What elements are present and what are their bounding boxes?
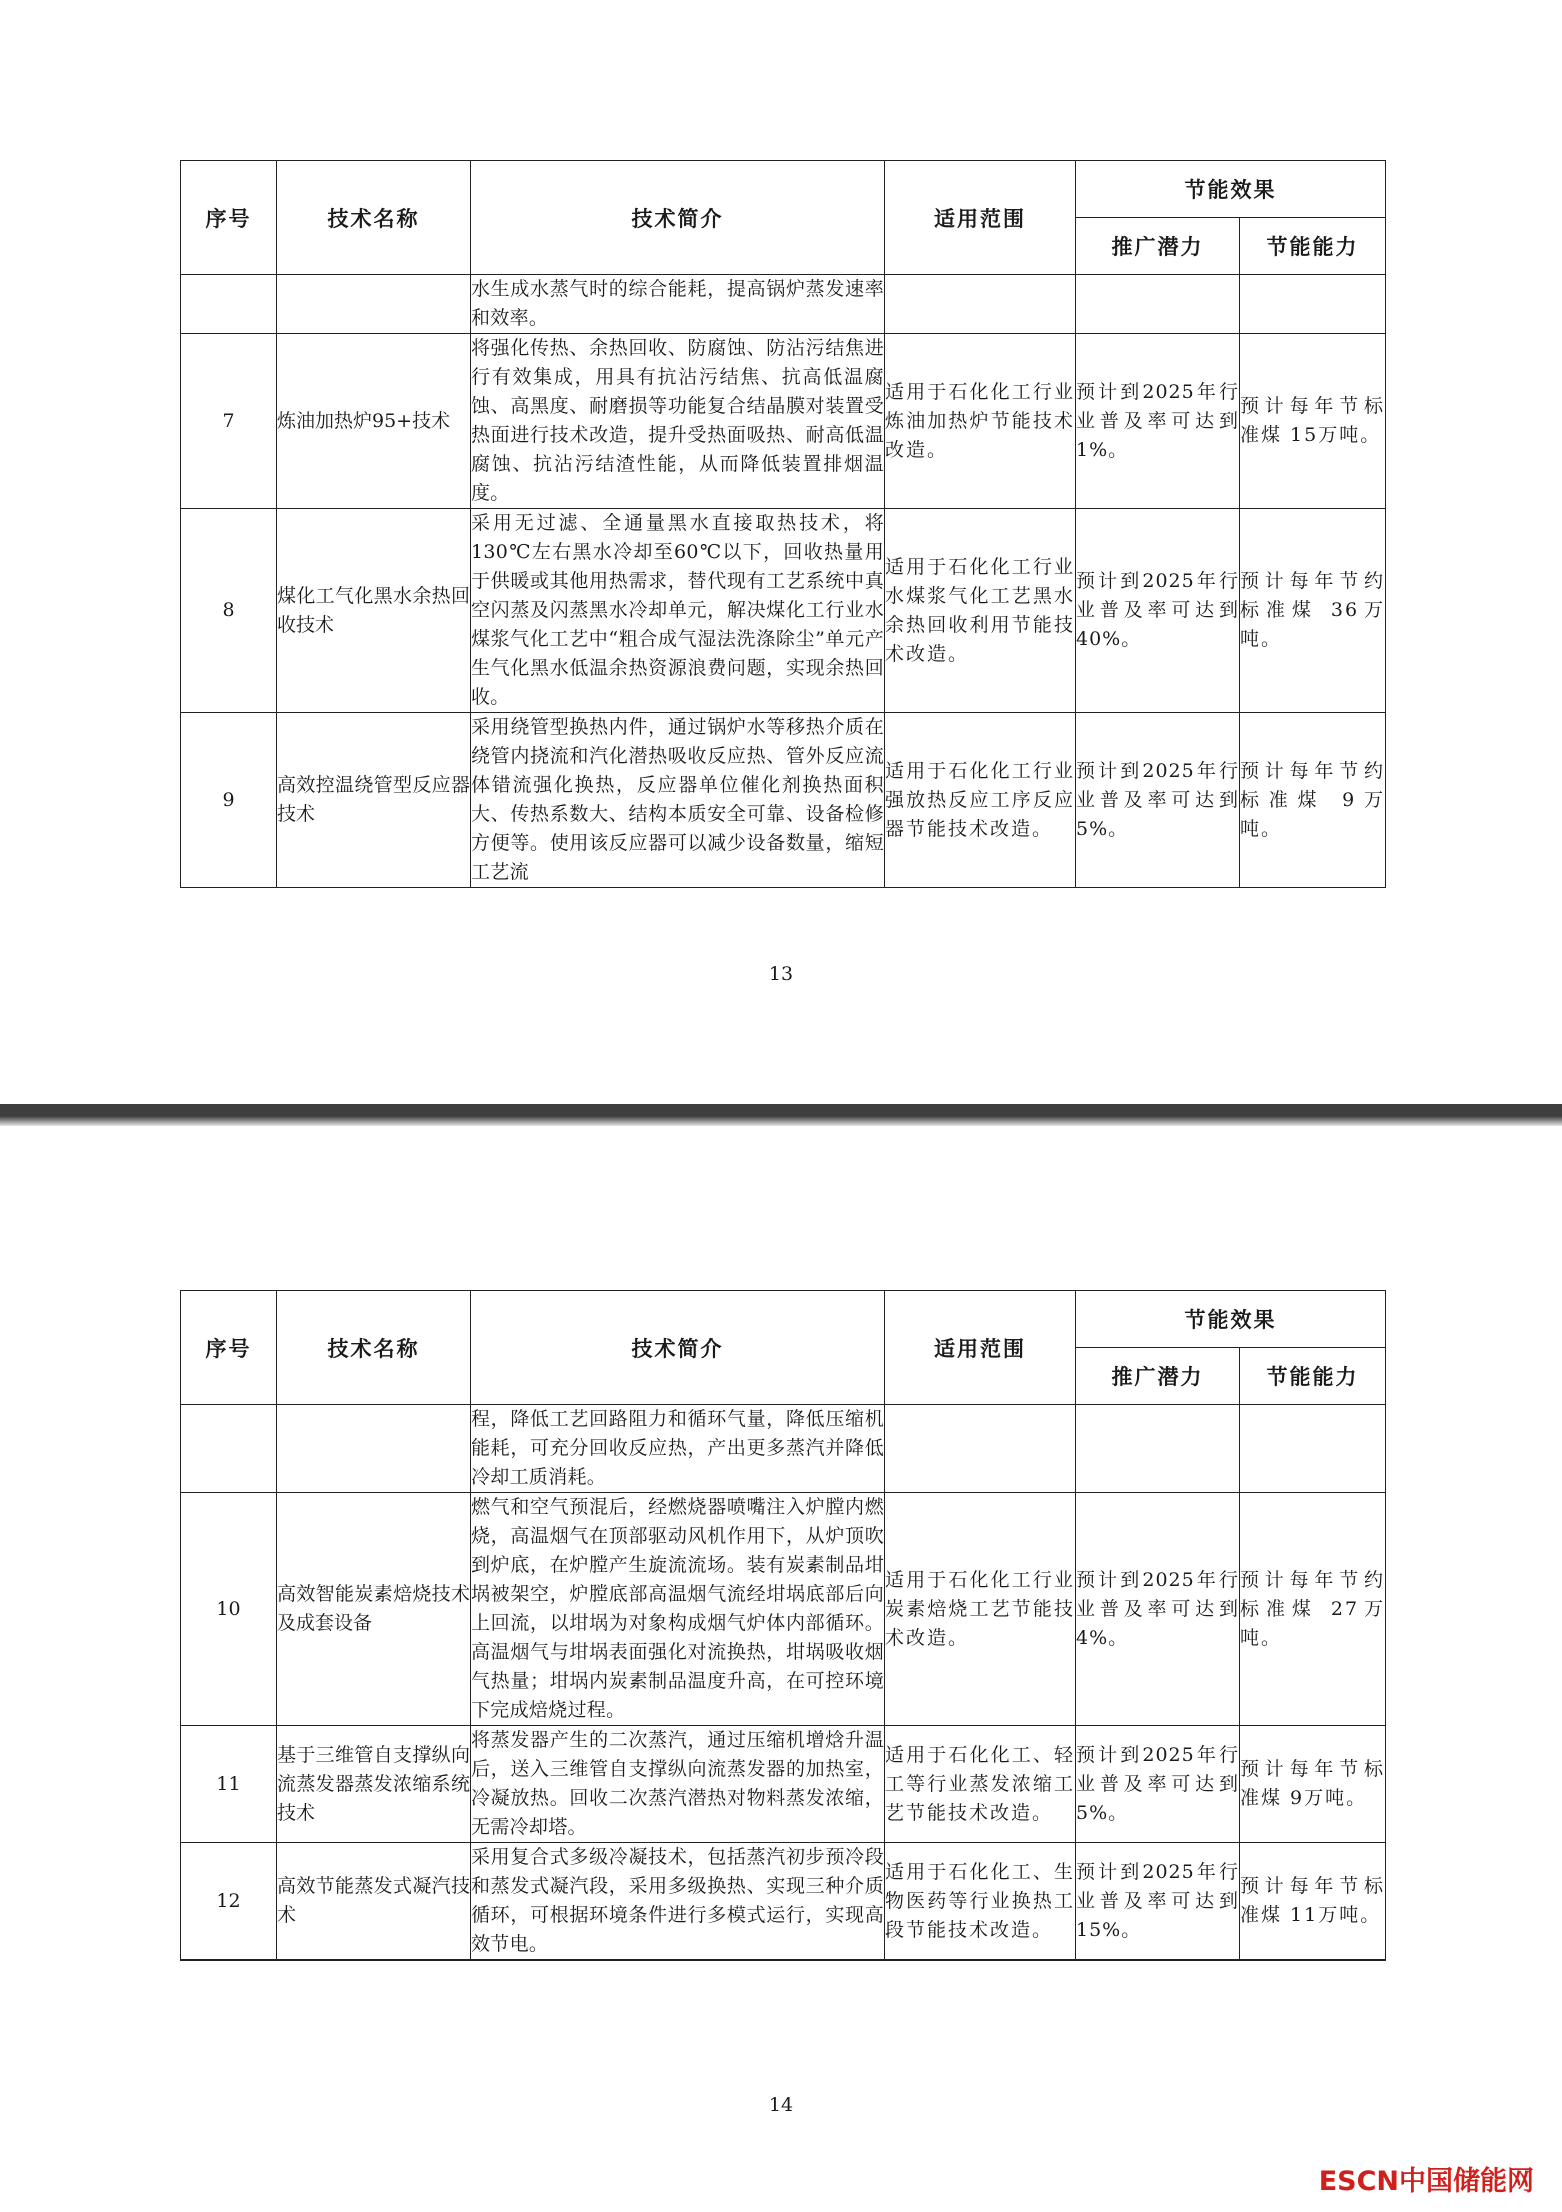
header-potential: 推广潜力 bbox=[1076, 1348, 1240, 1405]
cell-intro: 采用无过滤、全通量黑水直接取热技术，将130℃左右黑水冷却至60℃以下，回收热量用于供暖或其他用热需求，替代现有工艺系统中真空闪蒸及闪蒸黑水冷却单元，解决煤化工行业水煤浆气化工艺中“粗合成气湿法洗涤除尘”单元产生气化黑水低温余热资源浪费问题，实现余热回收。 bbox=[471, 509, 885, 713]
document-page-13 bbox=[0, 0, 1562, 1104]
header-intro: 技术简介 bbox=[471, 1291, 885, 1405]
table-row bbox=[181, 275, 1386, 334]
cell-potential: 预计到2025年行业普及率可达到40%。 bbox=[1076, 509, 1240, 713]
table-header-row bbox=[181, 1291, 1386, 1348]
cell-seq: 11 bbox=[181, 1726, 277, 1843]
header-capacity: 节能能力 bbox=[1240, 218, 1386, 275]
cell-intro: 将蒸发器产生的二次蒸汽，通过压缩机增焓升温后，送入三维管自支撑纵向流蒸发器的加热室，冷凝放热。回收二次蒸汽潜热对物料蒸发浓缩，无需冷却塔。 bbox=[471, 1726, 885, 1843]
document-page-14 bbox=[0, 1126, 1562, 2212]
cell-name: 煤化工气化黑水余热回收技术 bbox=[277, 509, 471, 713]
table-row bbox=[181, 1405, 1386, 1493]
table-header-row bbox=[181, 161, 1386, 218]
cell-name: 炼油加热炉95+技术 bbox=[277, 334, 471, 509]
cell-potential bbox=[1076, 1405, 1240, 1493]
header-name: 技术名称 bbox=[277, 161, 471, 275]
watermark-latin: ESCN bbox=[1318, 2166, 1399, 2197]
cell-scope: 适用于石化化工行业炼油加热炉节能技术改造。 bbox=[885, 334, 1076, 509]
table-row bbox=[181, 509, 1386, 713]
cell-potential: 预计到2025年行业普及率可达到15%。 bbox=[1076, 1843, 1240, 1960]
table-row bbox=[181, 1960, 1386, 1961]
header-seq: 序号 bbox=[181, 161, 277, 275]
cell-name: 高效节能蒸发式凝汽技术 bbox=[277, 1843, 471, 1960]
cell-capacity bbox=[1240, 275, 1386, 334]
table-row bbox=[181, 713, 1386, 888]
escn-watermark-logo bbox=[1319, 2159, 1534, 2198]
cell-capacity: 预计每年节约标准煤 9万吨。 bbox=[1240, 713, 1386, 888]
technology-table bbox=[180, 1290, 1386, 1961]
cell-scope: 适用于石化化工、轻工等行业蒸发浓缩工艺节能技术改造。 bbox=[885, 1726, 1076, 1843]
header-effect: 节能效果 bbox=[1076, 1291, 1386, 1348]
cell-seq: 10 bbox=[181, 1493, 277, 1726]
cell-scope bbox=[885, 1960, 1076, 1961]
header-potential: 推广潜力 bbox=[1076, 218, 1240, 275]
cell-capacity: 预计每年节标准煤 15万吨。 bbox=[1240, 334, 1386, 509]
cell-scope bbox=[885, 1405, 1076, 1493]
cell-potential: 预计到2025年行业普及率可达到5%。 bbox=[1076, 713, 1240, 888]
cell-potential: 预计到2025年行业普及率可达到5%。 bbox=[1076, 1726, 1240, 1843]
cell-capacity bbox=[1240, 1405, 1386, 1493]
cell-intro: 程，降低工艺回路阻力和循环气量，降低压缩机能耗，可充分回收反应热，产出更多蒸汽并降低冷却工质消耗。 bbox=[471, 1405, 885, 1493]
cell-seq: 9 bbox=[181, 713, 277, 888]
cell-name bbox=[277, 1960, 471, 1961]
cell-intro bbox=[471, 1960, 885, 1961]
cell-potential bbox=[1076, 275, 1240, 334]
cell-capacity: 预计每年节标准煤 11万吨。 bbox=[1240, 1843, 1386, 1960]
watermark-chinese: 中国储能网 bbox=[1399, 2166, 1534, 2197]
cell-name: 高效控温绕管型反应器技术 bbox=[277, 713, 471, 888]
header-name: 技术名称 bbox=[277, 1291, 471, 1405]
cell-seq: 7 bbox=[181, 334, 277, 509]
cell-name: 基于三维管自支撑纵向流蒸发器蒸发浓缩系统技术 bbox=[277, 1726, 471, 1843]
page-number: 14 bbox=[768, 2094, 794, 2116]
header-scope: 适用范围 bbox=[885, 161, 1076, 275]
cell-intro: 将强化传热、余热回收、防腐蚀、防沾污结焦进行有效集成，用具有抗沾污结焦、抗高低温腐蚀、高黑度、耐磨损等功能复合结晶膜对装置受热面进行技术改造，提升受热面吸热、耐高低温腐蚀、抗沾污结渣性能，从而降低装置排烟温度。 bbox=[471, 334, 885, 509]
cell-potential: 预计到2025年行业普及率可达到1%。 bbox=[1076, 334, 1240, 509]
cell-scope: 适用于石化化工行业强放热反应工序反应器节能技术改造。 bbox=[885, 713, 1076, 888]
cell-seq: 12 bbox=[181, 1843, 277, 1960]
header-seq: 序号 bbox=[181, 1291, 277, 1405]
cell-seq: 8 bbox=[181, 509, 277, 713]
header-capacity: 节能能力 bbox=[1240, 1348, 1386, 1405]
technology-table bbox=[180, 160, 1386, 888]
cell-seq bbox=[181, 1405, 277, 1493]
cell-scope: 适用于石化化工、生物医药等行业换热工段节能技术改造。 bbox=[885, 1843, 1076, 1960]
cell-intro: 采用绕管型换热内件，通过锅炉水等移热介质在绕管内挠流和汽化潜热吸收反应热、管外反应流体错流强化换热，反应器单位催化剂换热面积大、传热系数大、结构本质安全可靠、设备检修方便等。使用该反应器可以减少设备数量，缩短工艺流 bbox=[471, 713, 885, 888]
header-scope: 适用范围 bbox=[885, 1291, 1076, 1405]
page-number: 13 bbox=[768, 963, 794, 985]
page-separator bbox=[0, 1104, 1562, 1126]
cell-scope bbox=[885, 275, 1076, 334]
cell-seq bbox=[181, 275, 277, 334]
cell-capacity bbox=[1240, 1960, 1386, 1961]
cell-name bbox=[277, 1405, 471, 1493]
table-row bbox=[181, 1493, 1386, 1726]
cell-name: 高效智能炭素焙烧技术及成套设备 bbox=[277, 1493, 471, 1726]
table-row bbox=[181, 1843, 1386, 1960]
cell-seq bbox=[181, 1960, 277, 1961]
cell-scope: 适用于石化化工行业水煤浆气化工艺黑水余热回收利用节能技术改造。 bbox=[885, 509, 1076, 713]
cell-potential bbox=[1076, 1960, 1240, 1961]
table-row bbox=[181, 1726, 1386, 1843]
header-intro: 技术简介 bbox=[471, 161, 885, 275]
cell-capacity: 预计每年节约标准煤 36万吨。 bbox=[1240, 509, 1386, 713]
cell-name bbox=[277, 275, 471, 334]
table-row bbox=[181, 334, 1386, 509]
cell-scope: 适用于石化化工行业炭素焙烧工艺节能技术改造。 bbox=[885, 1493, 1076, 1726]
cell-intro: 采用复合式多级冷凝技术，包括蒸汽初步预冷段和蒸发式凝汽段，采用多级换热、实现三种介质循环，可根据环境条件进行多模式运行，实现高效节电。 bbox=[471, 1843, 885, 1960]
cell-intro: 燃气和空气预混后，经燃烧器喷嘴注入炉膛内燃烧，高温烟气在顶部驱动风机作用下，从炉顶吹到炉底，在炉膛产生旋流流场。装有炭素制品坩埚被架空，炉膛底部高温烟气流经坩埚底部后向上回流，以坩埚为对象构成烟气炉体内部循环。高温烟气与坩埚表面强化对流换热，坩埚吸收烟气热量；坩埚内炭素制品温度升高，在可控环境下完成焙烧过程。 bbox=[471, 1493, 885, 1726]
cell-capacity: 预计每年节约标准煤 27万吨。 bbox=[1240, 1493, 1386, 1726]
cell-capacity: 预计每年节标准煤 9万吨。 bbox=[1240, 1726, 1386, 1843]
cell-intro: 水生成水蒸气时的综合能耗，提高锅炉蒸发速率和效率。 bbox=[471, 275, 885, 334]
header-effect: 节能效果 bbox=[1076, 161, 1386, 218]
cell-potential: 预计到2025年行业普及率可达到4%。 bbox=[1076, 1493, 1240, 1726]
